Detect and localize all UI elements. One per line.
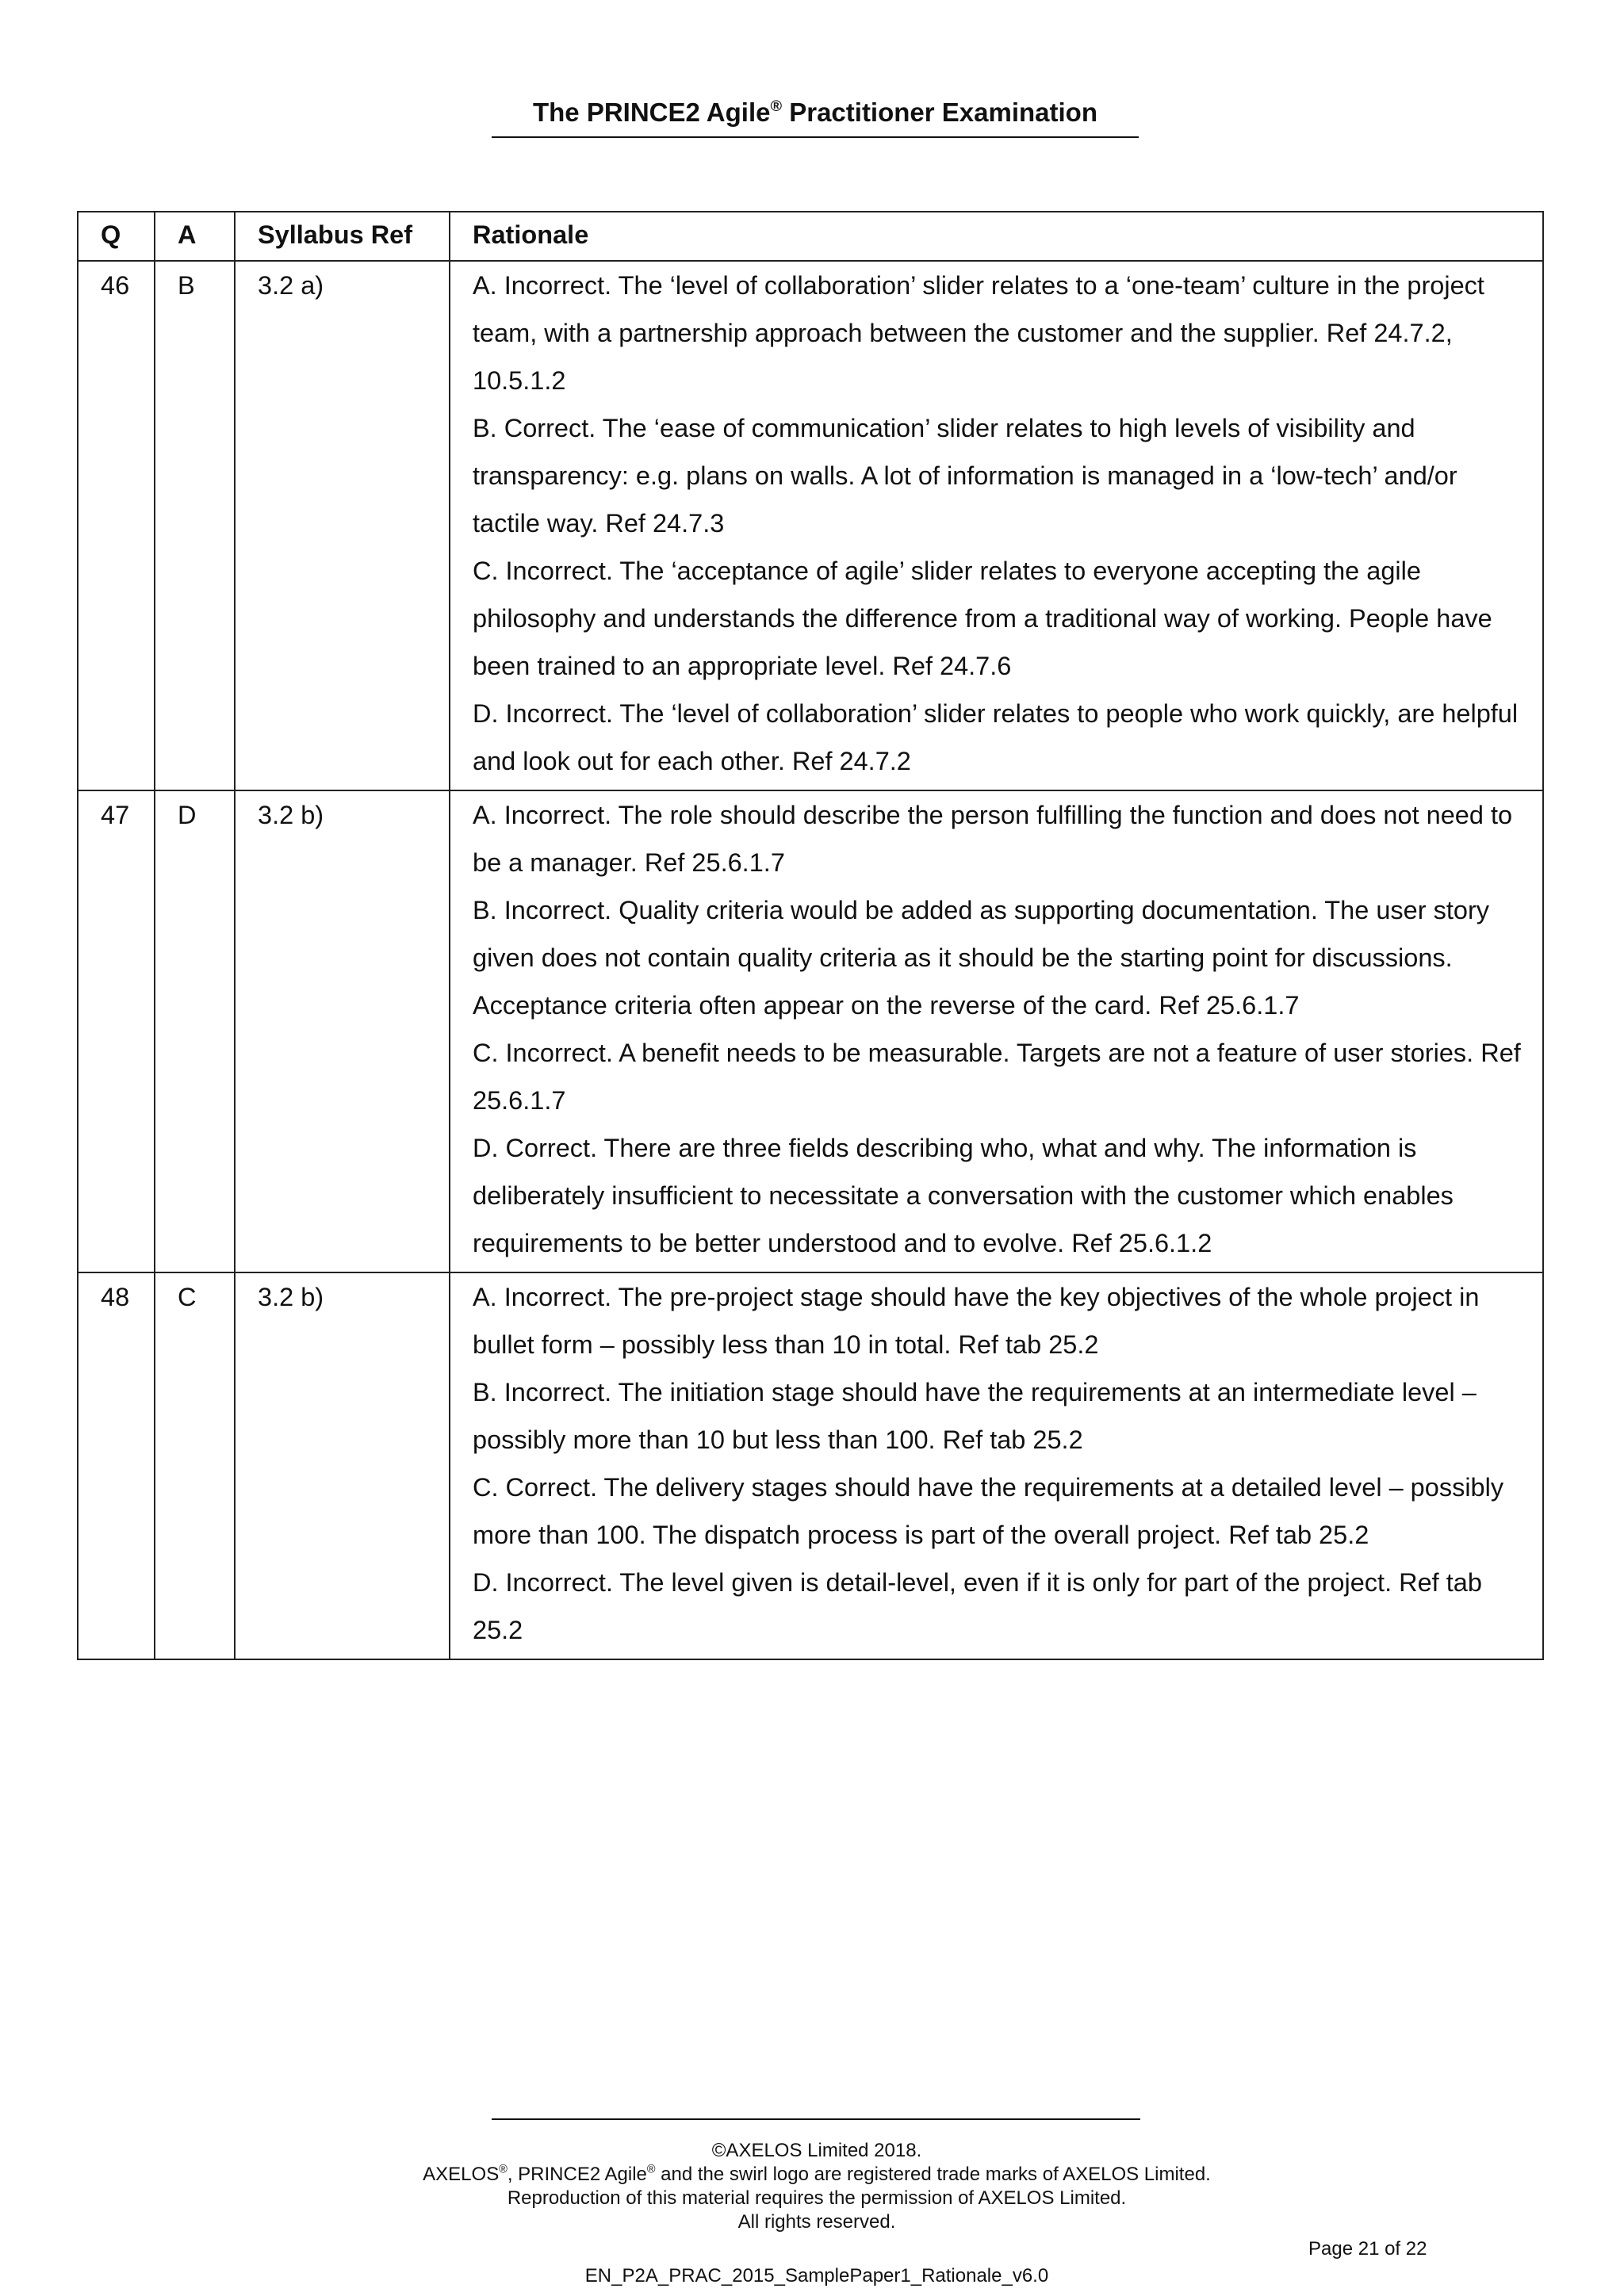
trademark-text: and the swirl logo are registered trade marks of AXELOS Limited. (655, 2164, 1211, 2185)
page-footer (301, 2139, 1332, 2234)
rationale-option-a: A. Incorrect. The pre-project stage should have the key objectives of the whole project in bullet form – possibly less than 10 in total. Ref tab 25.2 (473, 1283, 1480, 1359)
rationale-option-c: C. Incorrect. A benefit needs to be measurable. Targets are not a feature of user stories. Ref 25.6.1.7 (473, 1039, 1521, 1115)
answer-letter: D (155, 790, 235, 1272)
trademark-axelos: AXELOS (423, 2164, 500, 2185)
rationale-option-b: B. Incorrect. The initiation stage should have the requirements at an intermediate level – possibly more than 10 but less than 100. Ref tab 25.2 (473, 1378, 1477, 1454)
footer-copyright: ©AXELOS Limited 2018. (711, 2140, 922, 2161)
footer-trademark (301, 2163, 1332, 2187)
syllabus-ref: 3.2 b) (235, 1272, 450, 1659)
rationale-cell (450, 261, 1543, 790)
column-header-syllabus-ref: Syllabus Ref (235, 212, 450, 261)
page-header-title (492, 94, 1139, 132)
header-divider (492, 136, 1139, 138)
question-number: 47 (78, 790, 155, 1272)
rationale-option-b: B. Correct. The ‘ease of communication’ slider relates to high levels of visibility and transparency: e.g. plans on walls. A lot of information is managed in a ‘low-tech’ and/or tactile way. Ref 24.7.3 (473, 414, 1457, 538)
answer-letter: B (155, 261, 235, 790)
table-header-row (78, 212, 1543, 261)
question-number: 48 (78, 1272, 155, 1659)
rationale-option-c: C. Correct. The delivery stages should have the requirements at a detailed level – possibly more than 100. The dispatch process is part of the overall project. Ref tab 25.2 (473, 1473, 1504, 1549)
registered-mark: ® (770, 98, 783, 116)
footer-rights: All rights reserved. (737, 2211, 896, 2233)
answer-letter: C (155, 1272, 235, 1659)
rationale-cell (450, 1272, 1543, 1659)
question-number: 46 (78, 261, 155, 790)
column-header-q: Q (78, 212, 155, 261)
rationale-cell (450, 790, 1543, 1272)
footer-divider (492, 2118, 1140, 2120)
rationale-option-d: D. Incorrect. The level given is detail-level, even if it is only for part of the project. Ref tab 25.2 (473, 1568, 1482, 1644)
footer-reproduction: Reproduction of this material requires the permission of AXELOS Limited. (507, 2187, 1127, 2209)
column-header-rationale: Rationale (450, 212, 1543, 261)
header-title-text-end: Practitioner Examination (782, 98, 1097, 127)
rationale-option-d: D. Correct. There are three fields describing who, what and why. The information is deliberately insufficient to necessitate a conversation with the customer which enables requirements to be better understood and to evolve. Ref 25.6.1.2 (473, 1134, 1454, 1257)
rationale-option-d: D. Incorrect. The ‘level of collaboration’ slider relates to people who work quickly, are helpful and look out for each other. Ref 24.7.2 (473, 699, 1519, 775)
table-row (78, 1272, 1543, 1659)
column-header-a: A (155, 212, 235, 261)
document-code: EN_P2A_PRAC_2015_SamplePaper1_Rationale_v6.0 (584, 2265, 1049, 2286)
syllabus-ref: 3.2 b) (235, 790, 450, 1272)
rationale-option-a: A. Incorrect. The role should describe the person fulfilling the function and does not need to be a manager. Ref 25.6.1.7 (473, 801, 1513, 877)
table-row (78, 790, 1543, 1272)
rationale-option-b: B. Incorrect. Quality criteria would be added as supporting documentation. The user story given does not contain quality criteria as it should be the starting point for discussions. Acceptance criteria often appear on the reverse of the card. Ref 25.6.1.7 (473, 896, 1490, 1020)
trademark-prince2: , PRINCE2 Agile (507, 2164, 647, 2185)
rationale-table (77, 211, 1544, 1660)
registered-mark: ® (646, 2163, 656, 2176)
rationale-option-a: A. Incorrect. The ‘level of collaboration’ slider relates to a ‘one-team’ culture in the project team, with a partnership approach between the customer and the supplier. Ref 24.7.2, 10.5.1.2 (473, 271, 1484, 395)
table-row (78, 261, 1543, 790)
rationale-option-c: C. Incorrect. The ‘acceptance of agile’ slider relates to everyone accepting the agile philosophy and understands the difference from a traditional way of working. People have been trained to an appropriate level. Ref 24.7.6 (473, 557, 1492, 680)
registered-mark: ® (499, 2163, 508, 2176)
syllabus-ref: 3.2 a) (235, 261, 450, 790)
header-title-text: The PRINCE2 Agile (532, 98, 771, 127)
page-number: Page 21 of 22 (1308, 2238, 1427, 2260)
